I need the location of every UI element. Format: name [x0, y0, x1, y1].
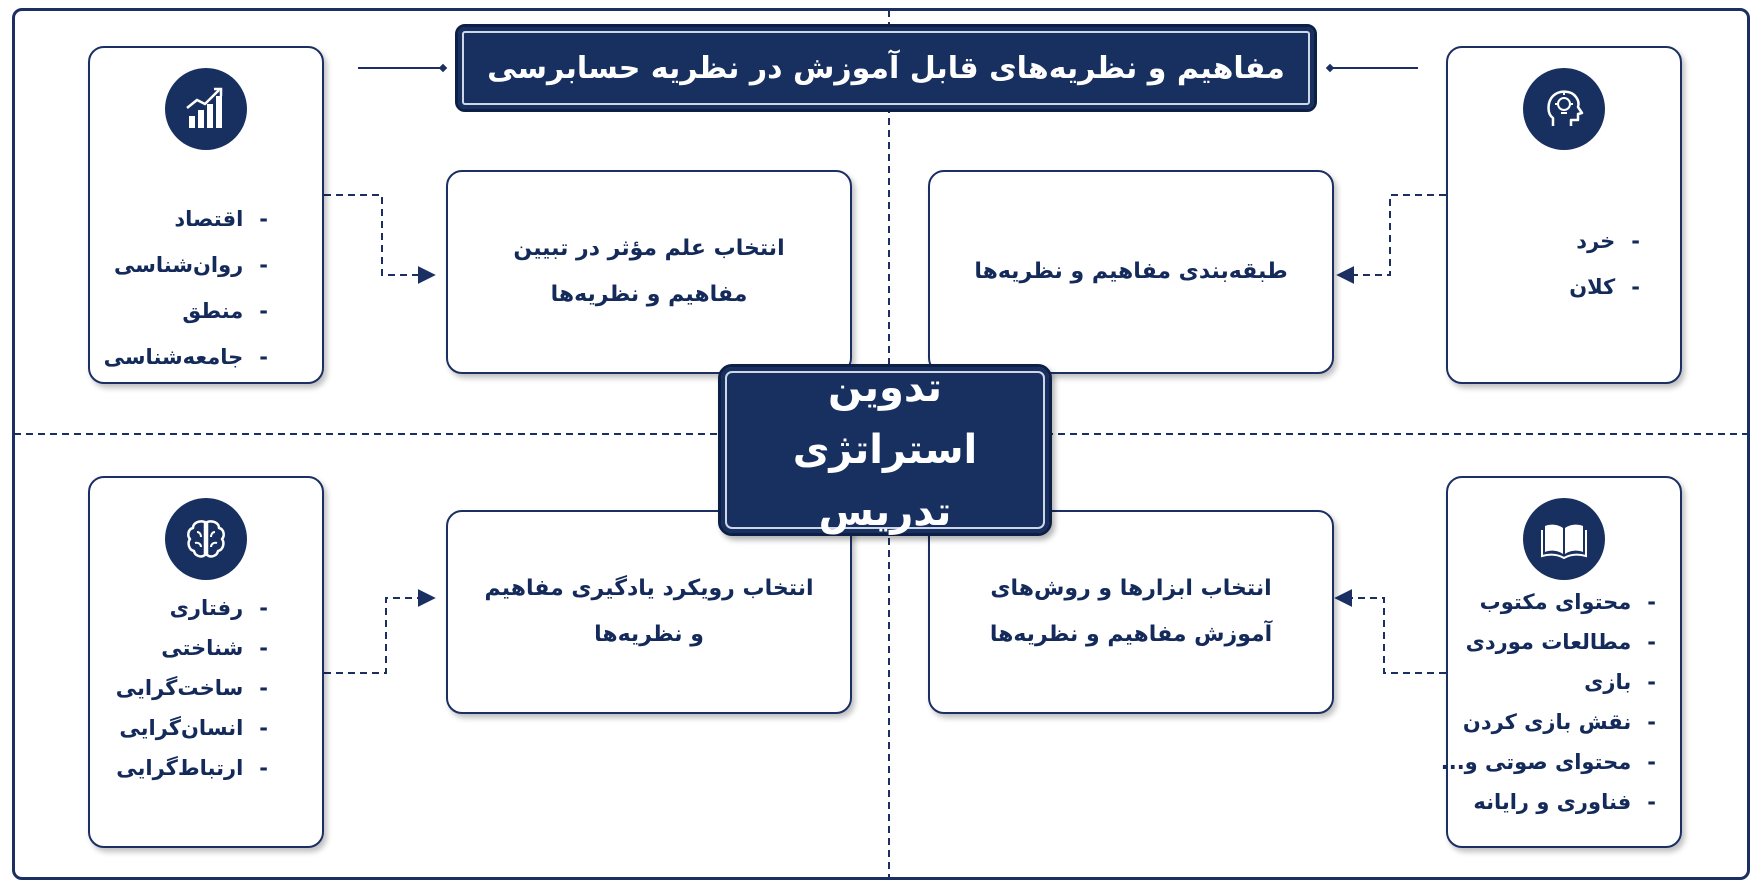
list-item: - انسان‌گرایی — [90, 708, 322, 748]
box-levels — [1446, 46, 1682, 384]
connector-top-left — [324, 195, 434, 275]
learning-approaches-list — [90, 588, 322, 788]
list-item: - شناختی — [90, 628, 322, 668]
bar-chart-icon — [165, 68, 247, 150]
list-item: - محتوای مکتوب — [1448, 582, 1680, 622]
box-tools — [1440, 476, 1682, 848]
list-item: - رفتاری — [90, 588, 322, 628]
box-select-tools: انتخاب ابزارها و روش‌های آموزش مفاهیم و نظریه‌ها — [928, 510, 1334, 714]
list-item: - نقش بازی کردن — [1448, 702, 1680, 742]
open-book-icon — [1523, 498, 1605, 580]
list-item: - محتوای صوتی و... — [1448, 742, 1680, 782]
list-item: - کلان — [1448, 264, 1680, 310]
levels-list — [1448, 218, 1680, 310]
list-item: - ارتباط‌گرایی — [90, 748, 322, 788]
tools-list — [1440, 582, 1680, 822]
sciences-list — [90, 196, 322, 380]
list-item: - ساخت‌گرایی — [90, 668, 322, 708]
head-lightbulb-icon — [1523, 68, 1605, 150]
list-item: - خرد — [1448, 218, 1680, 264]
list-item: - بازی — [1448, 662, 1680, 702]
box-classify-concepts: طبقه‌بندی مفاهیم و نظریه‌ها — [928, 170, 1334, 374]
connector-bottom-right — [1336, 598, 1446, 673]
diagram-title: مفاهیم و نظریه‌های قابل آموزش در نظریه حسابرسی — [455, 24, 1317, 112]
brain-icon — [165, 498, 247, 580]
list-item: - فناوری و رایانه — [1448, 782, 1680, 822]
list-item: - منطق — [90, 288, 322, 334]
box-sciences — [88, 46, 324, 384]
box-learning-approaches — [88, 476, 324, 848]
list-item: - روان‌شناسی — [90, 242, 322, 288]
list-item: - اقتصاد — [90, 196, 322, 242]
list-item: - جامعه‌شناسی — [90, 334, 322, 380]
connector-top-right — [1338, 195, 1446, 275]
connector-bottom-left — [324, 598, 434, 673]
box-select-science: انتخاب علم مؤثر در تبیین مفاهیم و نظریه‌ها — [446, 170, 852, 374]
box-select-learning-approach: انتخاب رویکرد یادگیری مفاهیم و نظریه‌ها — [446, 510, 852, 714]
center-strategy-box: تدوین استراتژی تدریس — [718, 364, 1052, 536]
list-item: - مطالعات موردی — [1448, 622, 1680, 662]
